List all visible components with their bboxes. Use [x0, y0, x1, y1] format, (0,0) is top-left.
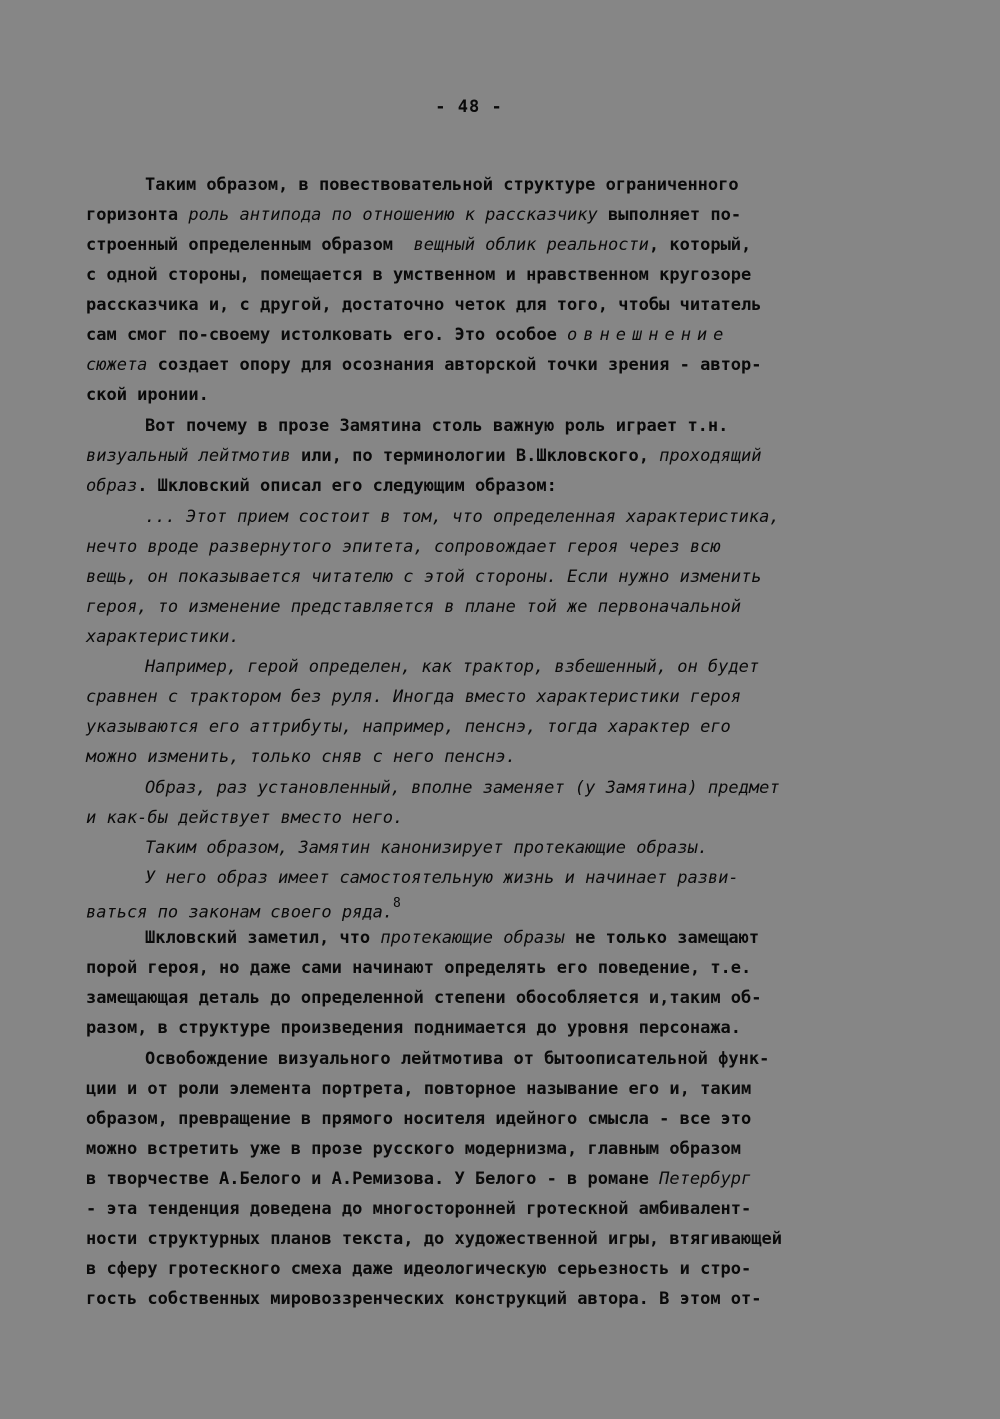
italic-run: сюжета	[86, 355, 148, 375]
quote4-line1: Таким образом, Замятин канонизирует протекающие образы.	[145, 838, 708, 858]
italic-run: образ	[86, 476, 138, 496]
paragraph1-line5: рассказчика и, с другой, достаточно четок для того, чтобы читатель	[86, 295, 762, 315]
paragraph4-line8: в сферу гротескного смеха даже идеологическую серьезность и стро-	[86, 1259, 752, 1279]
italic-run: вещный облик реальности	[413, 235, 649, 255]
paragraph4-line1: Освобождение визуального лейтмотива от бытоописательной функ-	[145, 1049, 770, 1069]
quote1-line5: характеристики.	[86, 627, 240, 647]
paragraph4-line4: можно встретить уже в прозе русского модернизма, главным образом	[86, 1139, 742, 1159]
text-run: ваться по законам своего ряда.	[86, 902, 394, 923]
quote1-line1: ... Этот прием состоит в том, что определенная характеристика,	[145, 507, 780, 527]
quote1-line3: вещь, он показывается читателю с этой стороны. Если нужно изменить	[86, 567, 762, 587]
paragraph4-line6: - эта тенденция доведена до многосторонней гротескной амбивалент-	[86, 1199, 752, 1219]
paragraph1-line2	[86, 200, 741, 230]
paragraph1-line1: Таким образом, в повествовательной структуре ограниченного	[145, 175, 739, 195]
text-run: горизонта	[86, 205, 189, 225]
paragraph4-line5	[86, 1164, 751, 1194]
paragraph3-line4: разом, в структуре произведения поднимается до уровня персонажа.	[86, 1018, 742, 1038]
quote3-line2: и как-бы действует вместо него.	[86, 808, 404, 828]
text-run: сам смог по-своему истолковать его. Это особое	[86, 325, 568, 345]
italic-run: протекающие образы	[380, 928, 565, 948]
quote2-line1: Например, герой определен, как трактор, взбешенный, он будет	[145, 657, 760, 677]
text-run: строенный определенным образом	[86, 235, 414, 255]
quote3-line1: Образ, раз установленный, вполне заменяет (у Замятина) предмет	[145, 778, 780, 798]
text-run: выполняет по-	[597, 205, 742, 225]
paragraph4-line9: гость собственных мировоззренческих конструкций автора. В этом от-	[86, 1289, 762, 1309]
footnote-marker: 8	[393, 896, 401, 911]
paragraph1-line3	[86, 230, 751, 260]
text-run: или, по терминологии В.Шкловского,	[290, 446, 660, 466]
text-run: не только замещают	[564, 928, 760, 948]
paragraph1-line8: ской иронии.	[86, 385, 209, 405]
italic-run: роль антипода по отношению к рассказчику	[188, 205, 598, 225]
paragraph3-line2: порой героя, но даже сами начинают определять его поведение, т.е.	[86, 958, 752, 978]
text-run: . Шкловский описал его следующим образом:	[137, 476, 557, 496]
paragraph2-line2	[86, 441, 762, 471]
paragraph4-line2: ции и от роли элемента портрета, повторное называние его и, таким	[86, 1079, 752, 1099]
text-run: создает опору для осознания авторской точки зрения - автор-	[147, 355, 762, 375]
paragraph3-line1	[145, 923, 759, 953]
quote2-line4: можно изменить, только сняв с него пенснэ.	[86, 747, 516, 767]
paragraph1-line6	[86, 320, 729, 350]
quote5-line1: У него образ имеет самостоятельную жизнь и начинает разви-	[145, 868, 739, 888]
italic-run: проходящий	[659, 446, 762, 466]
spaced-italic-run: овнешнение	[567, 325, 730, 345]
page-number: - 48 -	[435, 97, 503, 117]
quote2-line2: сравнен с трактором без руля. Иногда вместо характеристики героя	[86, 687, 742, 707]
quote1-line4: героя, то изменение представляется в плане той же первоначальной	[86, 597, 742, 617]
text-run: в творчестве А.Белого и А.Ремизова. У Белого - в романе	[86, 1169, 660, 1189]
paragraph1-line4: с одной стороны, помещается в умственном и нравственном кругозоре	[86, 265, 752, 285]
paragraph2-line1: Вот почему в прозе Замятина столь важную роль играет т.н.	[145, 416, 729, 436]
quote2-line3: указываются его аттрибуты, например, пенснэ, тогда характер его	[86, 717, 731, 737]
quote1-line2: нечто вроде развернутого эпитета, сопровождает героя через всю	[86, 537, 721, 557]
paragraph2-line3	[86, 471, 557, 501]
text-run: , который,	[648, 235, 752, 255]
quote5-line2	[86, 893, 401, 923]
paragraph4-line3: образом, превращение в прямого носителя идейного смысла - все это	[86, 1109, 752, 1129]
italic-run: визуальный лейтмотив	[86, 446, 291, 466]
paragraph3-line3: замещающая деталь до определенной степени обособляется и,таким об-	[86, 988, 762, 1008]
paragraph1-line7	[86, 350, 762, 380]
text-run: Шкловский заметил, что	[145, 928, 381, 948]
paragraph4-line7: ности структурных планов текста, до художественной игры, втягивающей	[86, 1229, 782, 1249]
italic-run: Петербург	[659, 1169, 752, 1189]
